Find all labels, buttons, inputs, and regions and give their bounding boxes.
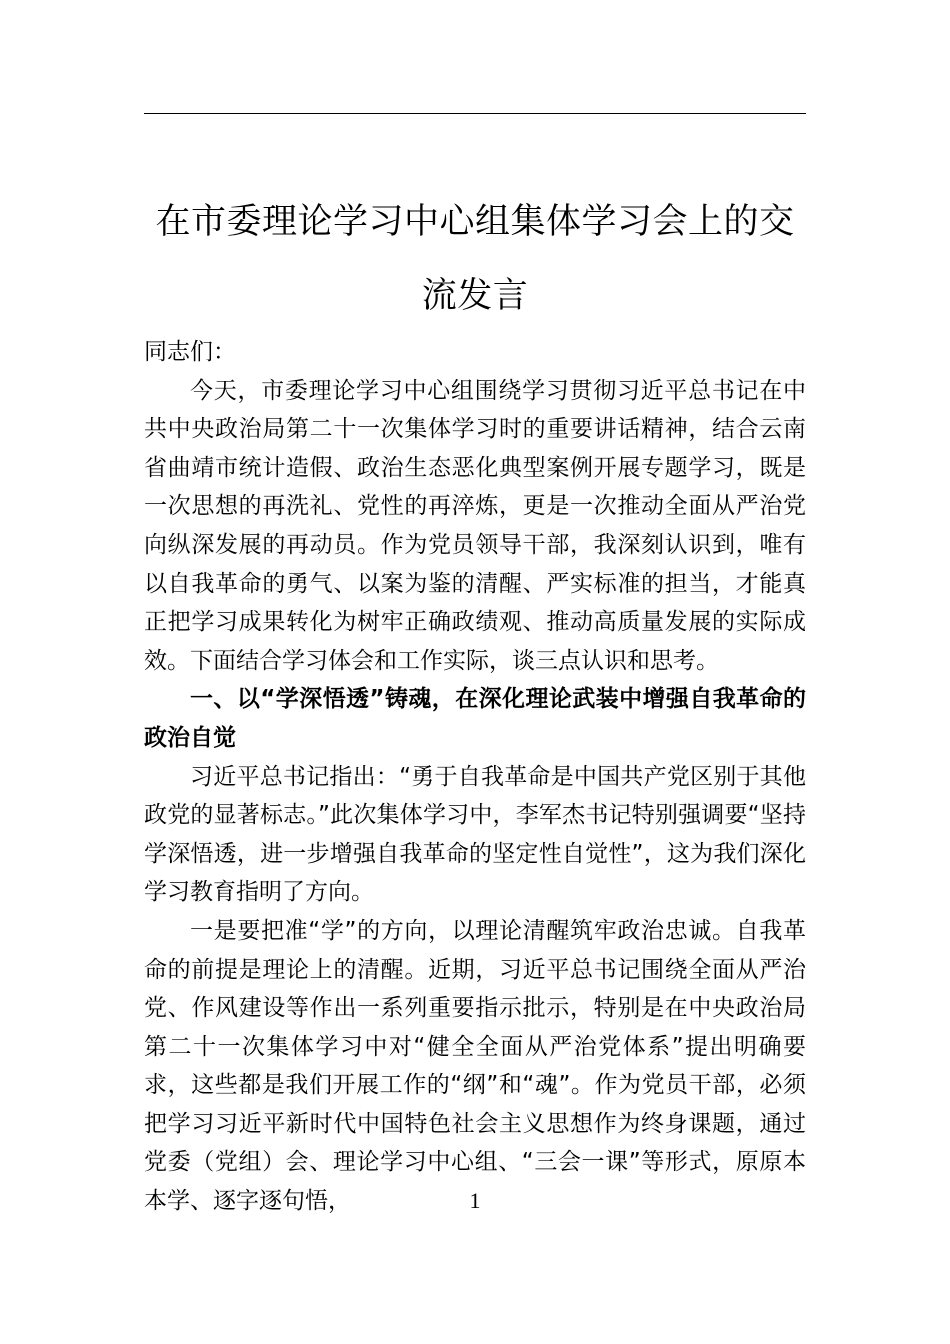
paragraph-intro: 今天，市委理论学习中心组围绕学习贯彻习近平总书记在中共中央政治局第二十一次集体学习时的重要讲话精神，结合云南省曲靖市统计造假、政治生态恶化典型案例开展专题学习，既是一次思想的再洗礼、党性的再淬炼，更是一次推动全面从严治党向纵深发展的再动员。作为党员领导干部，我深刻认识到，唯有以自我革命的勇气、以案为鉴的清醒、严实标准的担当，才能真正把学习成果转化为树牢正确政绩观、推动高质量发展的实际成效。下面结合学习体会和工作实际，谈三点认识和思考。 — [144, 377, 806, 674]
page-number: 1 — [469, 1188, 481, 1213]
paragraph-point-1: 一是要把准“学”的方向，以理论清醒筑牢政治忠诚。自我革命的前提是理论上的清醒。近期，习近平总书记围绕全面从严治党、作风建设等作出一系列重要指示批示，特别是在中央政治局第二十一次集体学习中对“健全全面从严治党体系”提出明确要求，这些都是我们开展工作的“纲”和“魂”。作为党员干部，必须把学习习近平新时代中国特色社会主义思想作为终身课题，通过党委（党组）会、理论学习中心组、“三会一课”等形式，原原本本学、逐字逐句悟， — [144, 917, 806, 1215]
document-title: 在市委理论学习中心组集体学习会上的交流发言 — [155, 202, 795, 317]
salutation: 同志们： — [144, 339, 236, 365]
document-body — [144, 333, 806, 1221]
header-rule — [144, 113, 806, 114]
paragraph-quote: 习近平总书记指出：“勇于自我革命是中国共产党区别于其他政党的显著标志。”此次集体学习中，李军杰书记特别强调要“坚持学深悟透，进一步增强自我革命的坚定性自觉性”，这为我们深化学习教育指明了方向。 — [144, 763, 806, 906]
section-heading-1: 一、以“学深悟透”铸魂，在深化理论武装中增强自我革命的政治自觉 — [144, 686, 806, 751]
